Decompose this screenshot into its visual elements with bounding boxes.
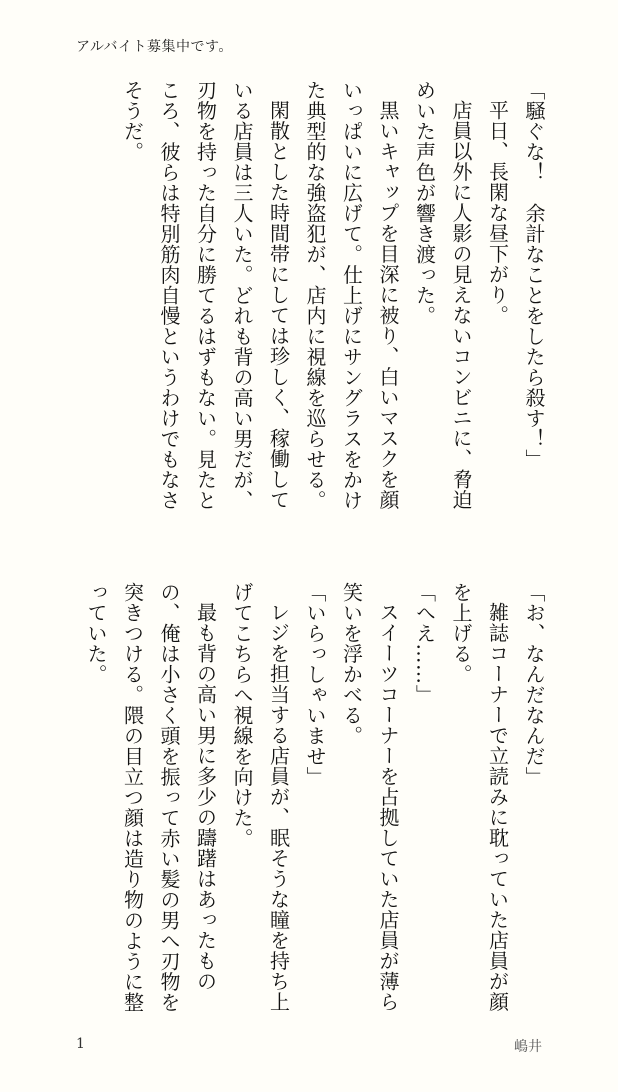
text-block-top: [72, 80, 552, 520]
paragraph: 店員以外に人影の見えないコンビニに、脅迫めいた声色が響き渡った。: [412, 80, 473, 510]
paragraph: 閑散とした時間帯にしては珍しく、稼働している店員は三人いた。どれも背の高い男だが、刃物を持った自分に勝てるはずもない。見たところ、彼らは特別筋肉自慢というわけでもなさそうだ。: [120, 80, 291, 511]
paragraph: 「騒ぐな！ 余計なことをしたら殺す！」: [522, 80, 546, 470]
paragraph: 雑誌コーナーで立読みに耽っていた店員が顔を上げる。: [449, 582, 510, 1012]
page-number: 1: [76, 1036, 85, 1052]
paragraph: 黒いキャップを目深に被り、白いマスクを顔いっぱいに広げて。仕上げにサングラスをかけた典型的な強盗犯が、店内に視線を巡らせる。: [303, 80, 400, 511]
page-header-title: アルバイト募集中です。: [76, 39, 233, 55]
paragraph: 「いらっしゃいませ」: [303, 582, 327, 787]
paragraph: 「へえ……」: [412, 582, 437, 705]
author-name: 嶋井: [514, 1039, 542, 1055]
paragraph: 平日、長閑な昼下がり。: [485, 100, 510, 326]
paragraph: 「お、なんだなんだ」: [522, 582, 546, 787]
paragraph: 最も背の高い男に多少の躊躇はあったものの、俺は小さく頭を振って赤い髪の男へ刃物を突きつける。隈の目立つ顔は造り物のように整っていた。: [84, 582, 218, 1013]
paragraph: スイーツコーナーを占拠していた店員が薄ら笑いを浮かべる。: [339, 582, 400, 1012]
paragraph: レジを担当する店員が、眠そうな瞳を持ち上げてこちらへ視線を向けた。: [230, 582, 291, 1012]
text-block-bottom: [72, 582, 552, 1022]
